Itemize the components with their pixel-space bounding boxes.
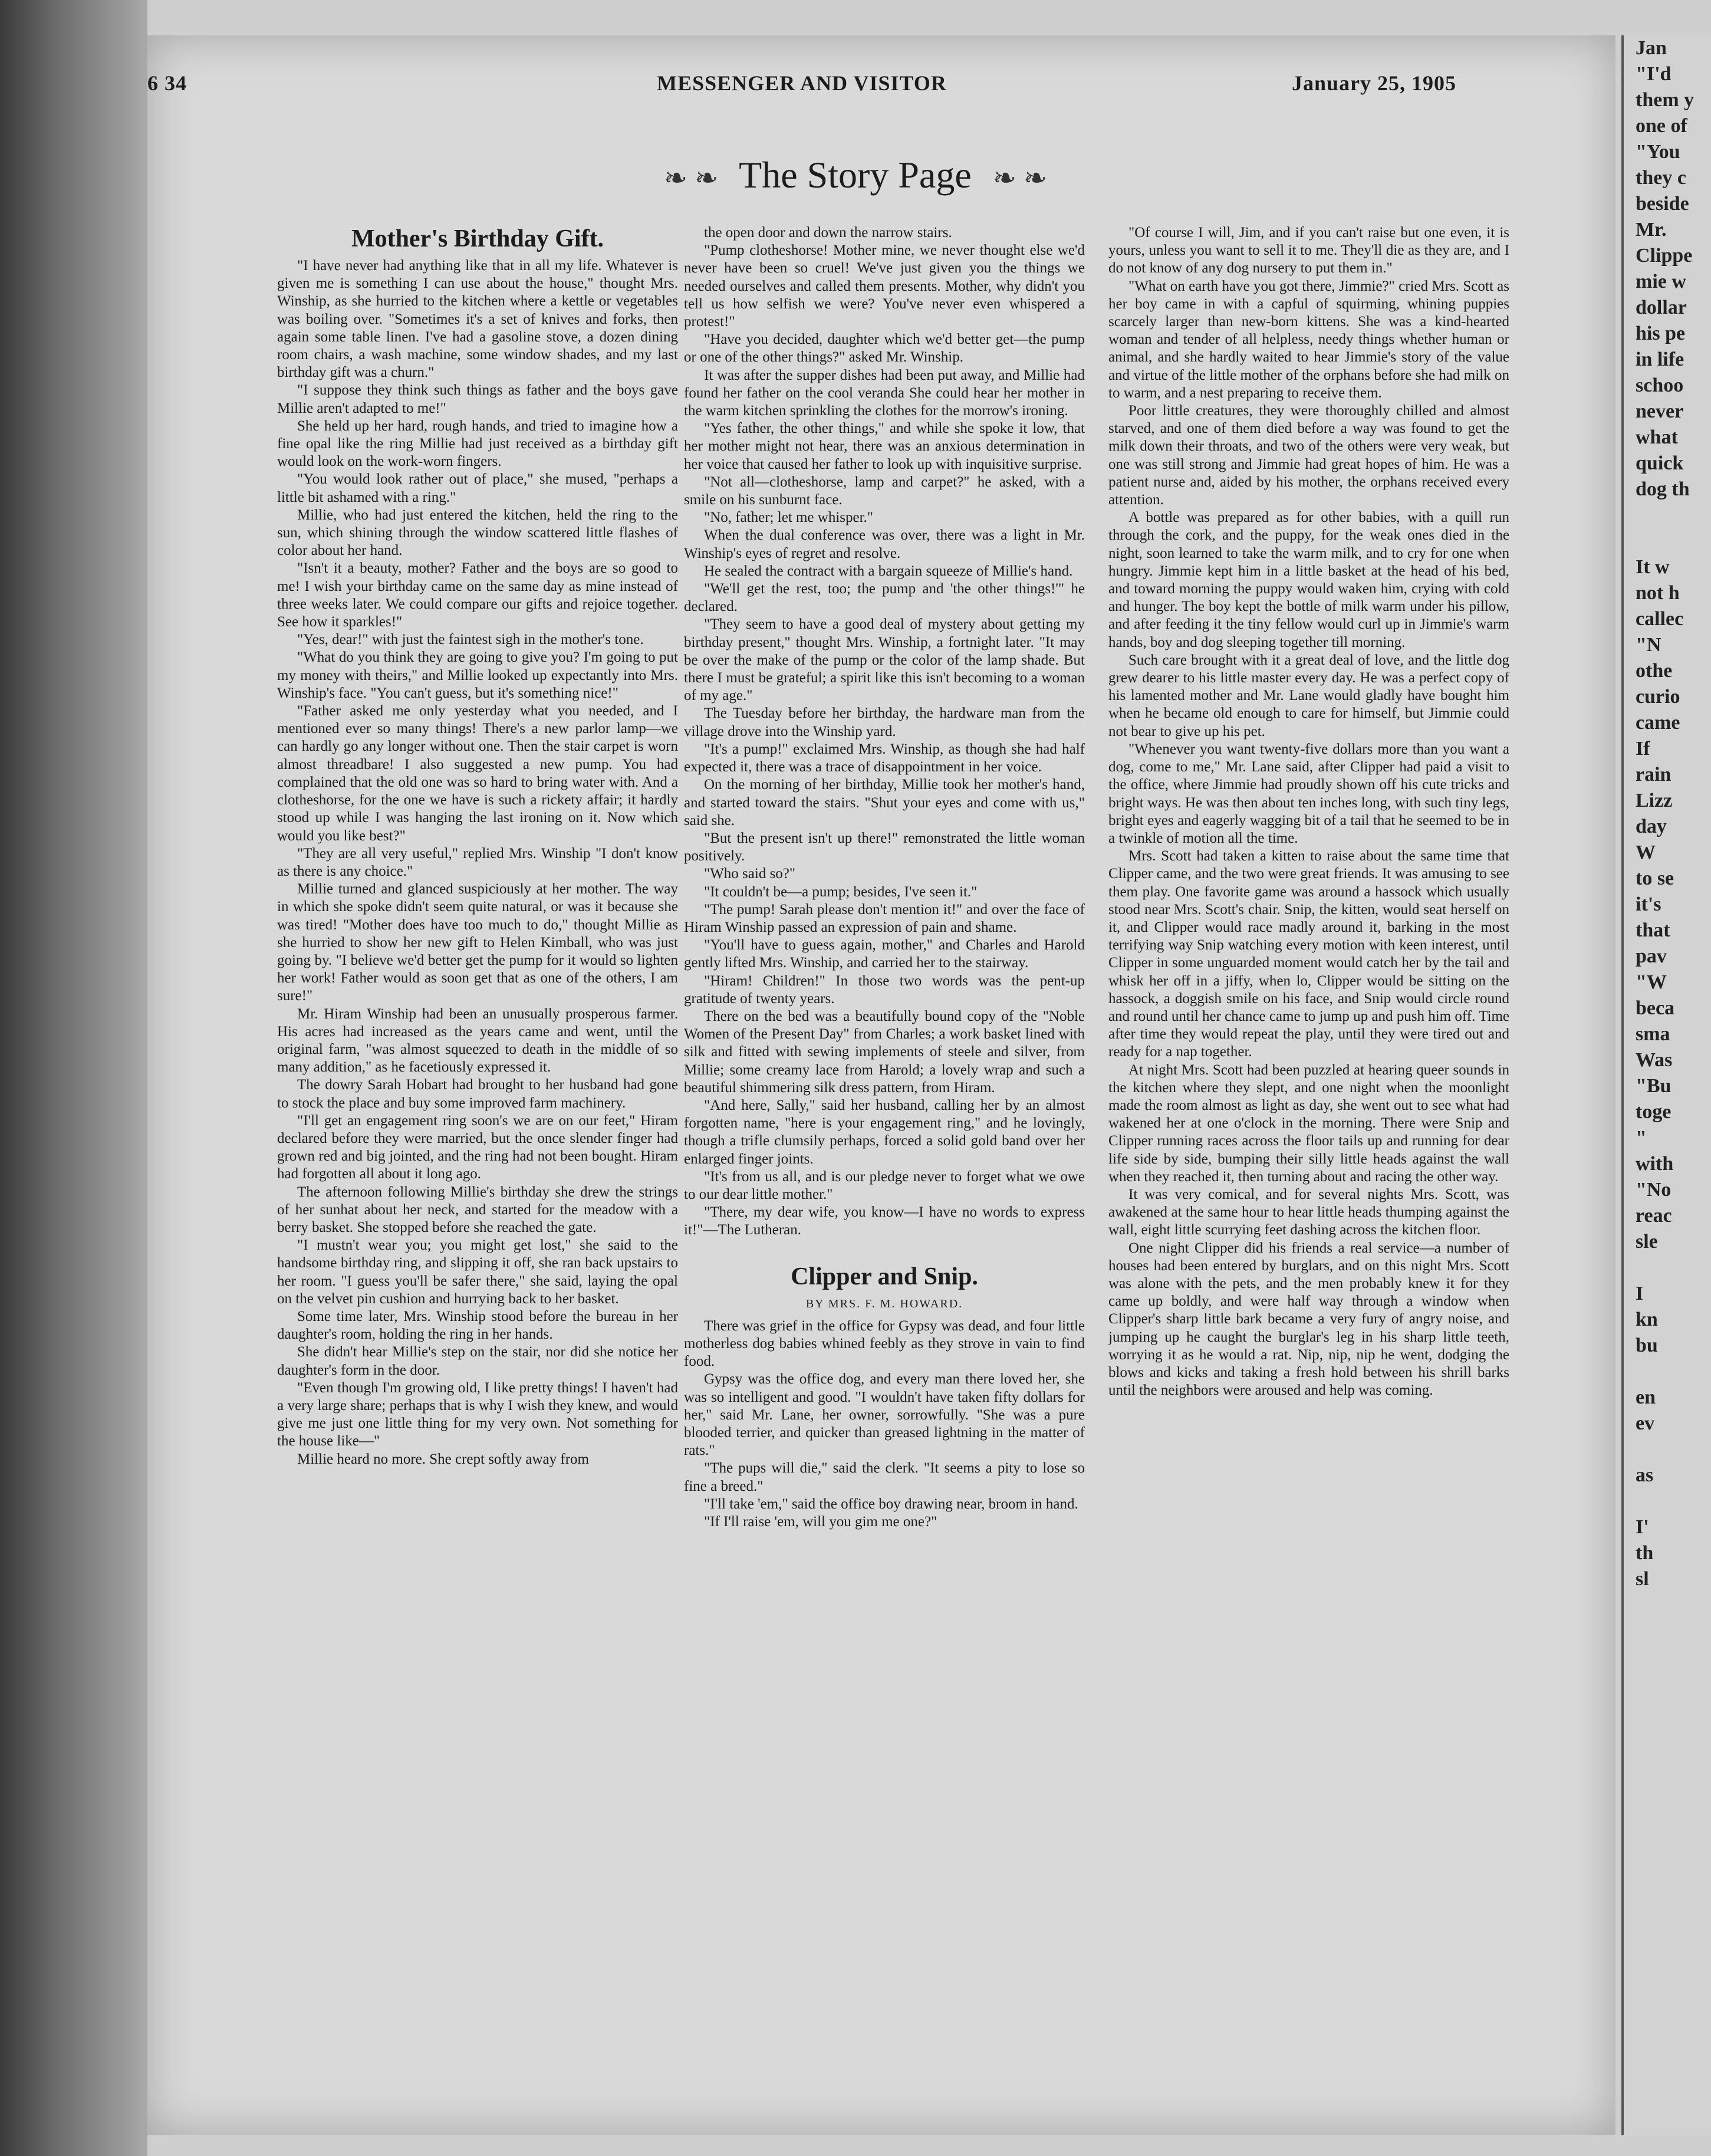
fragment-line: sma xyxy=(1636,1023,1670,1045)
paragraph: Millie turned and glanced suspiciously at her mother. The way in which she spoke didn't seem quite natural, or was it because she was tired! "Mother does have too much to do," thought Millie as she hurried to show her new gift to Helen Kimball, who was just going by. "I believe we'd better get the pump for it would so lighten her work! Father would as soon get that as one of the others, I am sure!" xyxy=(277,881,678,1004)
fragment-line: "Bu xyxy=(1636,1075,1671,1097)
fragment-line: schoo xyxy=(1636,374,1684,396)
fragment-line: mie w xyxy=(1636,271,1686,292)
fragment-line xyxy=(1624,502,1711,528)
paragraph: "The pump! Sarah please don't mention it!" and over the face of Hiram Winship passed an expression of pain and shame. xyxy=(684,901,1085,935)
story-byline: BY MRS. F. M. HOWARD. xyxy=(805,1297,963,1310)
fragment-line: not h xyxy=(1636,582,1680,604)
paragraph: "Isn't it a beauty, mother? Father and the boys are so good to me! I wish your birthday came on the same day as mine instead of three weeks later. We could compare our gifts and rejoice together. See how it sparkles!" xyxy=(277,560,678,630)
fragment-line: in life xyxy=(1636,349,1684,370)
fragment-line: kn xyxy=(1636,1309,1658,1330)
fragment-line: them y xyxy=(1636,89,1694,111)
fragment-line: "No xyxy=(1636,1179,1671,1201)
fragment-line: day xyxy=(1636,816,1667,837)
paragraph: "Hiram! Children!" In those two words was the pent-up gratitude of twenty years. xyxy=(684,972,1085,1007)
paragraph: She held up her hard, rough hands, and tried to imagine how a fine opal like the ring Millie had just received as a birthday gift would look on the work-worn fingers. xyxy=(277,418,678,470)
paragraph: On the morning of her birthday, Millie took her mother's hand, and started toward the stairs. "Shut your eyes and come with us," said she. xyxy=(684,777,1085,829)
paragraph: "No, father; let me whisper." xyxy=(704,510,873,526)
fragment-line: "You xyxy=(1636,141,1680,163)
fragment-line: en xyxy=(1636,1386,1656,1408)
fragment-line: Mr. xyxy=(1636,219,1667,241)
paragraph: It was very comical, and for several nights Mrs. Scott, was awakened at the same hour to hear little heads thumping against the wall, eight little scurrying feet dashing across the kitchen floor. xyxy=(1108,1186,1509,1238)
fragment-line: came xyxy=(1636,712,1680,734)
paragraph: "I mustn't wear you; you might get lost," she said to the handsome birthday ring, and slipping it off, she ran back upstairs to her room. "I guess you'll be safer there," she said, laying the opal on the velvet pin cushion and hurrying back to her basket. xyxy=(277,1237,678,1307)
page-number: 6 34 xyxy=(147,71,187,95)
paragraph: "Have you decided, daughter which we'd better get—the pump or one of the other things?" asked Mr. Winship. xyxy=(684,331,1085,366)
story1-body xyxy=(277,257,678,1468)
fragment-line: one of xyxy=(1636,115,1687,137)
paragraph: Poor little creatures, they were thoroughly chilled and almost starved, and one of them died before a way was found to get the milk down their throats, and two of the others were very weak, but one was still strong and Jimmie had great hopes of him. He was a patient nurse and, aided by his mother, the orphans received every attention. xyxy=(1108,403,1509,508)
fragment-line: reac xyxy=(1636,1205,1672,1227)
paragraph: Such care brought with it a great deal of love, and the little dog grew dearer to his little master every day. He was a perfect copy of his lamented mother and Mr. Lane would gladly have bought him when he became old enough to care for himself, but Jimmie could not bear to give up his pet. xyxy=(1108,652,1509,740)
fragment-line: his pe xyxy=(1636,323,1686,344)
fragment-line: callec xyxy=(1636,608,1684,630)
paragraph: "They seem to have a good deal of mystery about getting my birthday present," thought Mrs. Winship, a fortnight later. "It may be over the make of the pump or the color of the lamp shade. But there I must be grateful; a spirit like this isn't becoming to a woman of my age." xyxy=(684,616,1085,704)
column-1 xyxy=(277,224,678,2064)
paragraph: The dowry Sarah Hobart had brought to her husband had gone to stock the place and buy some improved farm machinery. xyxy=(277,1077,678,1111)
paragraph: "I'll get an engagement ring soon's we are on our feet," Hiram declared before they were married, but the once slender finger had grown red and big jointed, and the ring had not been bought. Hiram had forgotten all about it long ago. xyxy=(277,1112,678,1182)
fragment-line: dollar xyxy=(1636,297,1687,318)
story2-body xyxy=(684,1317,1085,1531)
paragraph: The afternoon following Millie's birthday she drew the strings of her sunhat about her neck, and started for the meadow with a berry basket. She stopped before she reached the gate. xyxy=(277,1184,678,1235)
fragment-line: sl xyxy=(1636,1568,1649,1590)
paragraph: "If I'll raise 'em, will you gim me one?" xyxy=(704,1514,937,1530)
fragment-line: I' xyxy=(1636,1516,1649,1538)
fragment-line: it's xyxy=(1636,893,1661,915)
ornament-right-icon: ❧ ❧ xyxy=(992,163,1048,194)
fragment-line: ev xyxy=(1636,1412,1655,1434)
fragment-line: Was xyxy=(1636,1049,1673,1071)
paragraph: "I suppose they think such things as father and the boys gave Millie aren't adapted to me!" xyxy=(277,382,678,416)
paragraph: "The pups will die," said the clerk. "It seems a pity to lose so fine a breed." xyxy=(684,1460,1085,1494)
binding-shadow xyxy=(0,0,147,2156)
fragment-line: as xyxy=(1636,1464,1654,1486)
fragment-line xyxy=(1624,1255,1711,1281)
fragment-line: "N xyxy=(1636,634,1661,656)
fragment-line xyxy=(1624,1437,1711,1462)
fragment-line xyxy=(1624,1359,1711,1385)
fragment-line: "I'd xyxy=(1636,63,1671,85)
fragment-line: they c xyxy=(1636,167,1686,189)
paragraph: "Even though I'm growing old, I like pretty things! I haven't had a very large share; perhaps that is why I wish they knew, and would give me just one little thing for my very own. Not something for the house like—" xyxy=(277,1379,678,1450)
running-header xyxy=(147,71,1456,106)
fragment-line: I xyxy=(1636,1283,1644,1304)
fragment-line: toge xyxy=(1636,1101,1671,1123)
paragraph: Millie heard no more. She crept softly away from xyxy=(297,1451,589,1467)
fragment-line: Jan xyxy=(1636,37,1667,59)
fragment-line: othe xyxy=(1636,660,1673,682)
paragraph: One night Clipper did his friends a real service—a number of houses had been entered by burglars, and on this night Mrs. Scott was alone with the pets, and the men probably knew it for they came up boldly, and were half way through a window when Clipper's sharp little bark became a very fury of angry noise, and jumping up he caught the burglar's leg in his sharp little teeth, worrying it as he would a rat. Nip, nip, nip he went, dodging the blows and kicks and taking a fresh hold between his shrill barks until the neighbors were aroused and help was coming. xyxy=(1108,1240,1509,1399)
story2-continued-body xyxy=(1108,224,1509,1399)
paragraph: Millie, who had just entered the kitchen, held the ring to the sun, which shining through the window scattered little flashes of color about her hand. xyxy=(277,507,678,559)
fragment-line: rain xyxy=(1636,764,1671,786)
paragraph: "You would look rather out of place," she mused, "perhaps a little bit ashamed with a ring." xyxy=(277,471,678,505)
paragraph: Mrs. Scott had taken a kitten to raise about the same time that Clipper came, and the two were great friends. It was amusing to see them play. One favorite game was around a hassock which usually stood near Mrs. Scott's chair. Snip, the kitten, would seat herself on it, and Clipper would race madly around it, barking in the most terrifying way Snip watching every motion with keen interest, until Clipper in some unguarded moment would catch her by the tail and whisk her off in a jiffy, when lo, Clipper would be sitting on the hassock, a doggish smile on his face, and Snip would circle round and round until her chance came to jump up and push him off. Time after time they would repeat the play, until they were tired out and ready for a nap together. xyxy=(1108,848,1509,1060)
paragraph: "I have never had anything like that in all my life. Whatever is given me is something I can use about the house," thought Mrs. Winship, as she hurried to the kitchen where a kettle or vegetables was boiling over. "Sometimes it's a set of knives and forks, then again some table linen. I've had a gasoline stove, a dozen dining room chairs, a wash machine, some window shades, and my last birthday gift was a churn." xyxy=(277,258,678,381)
paragraph: At night Mrs. Scott had been puzzled at hearing queer sounds in the kitchen where they slept, and one night when the moonlight made the room almost as light as day, she went out to see what had wakened her at one o'clock in the morning. There were Snip and Clipper running races across the floor tails up and running for dear life side by side, bumping their silly little heads against the wall when they reached it, then turning about and racing the other way. xyxy=(1108,1061,1509,1185)
paragraph: Gypsy was the office dog, and every man there loved her, she was so intelligent and good. "I wouldn't have taken fifty dollars for her," said Mr. Lane, her owner, sorrowfully. "She was a pure blooded terrier, and quicker than greased lightning in the matter of rats." xyxy=(684,1371,1085,1459)
paragraph: "Yes, dear!" with just the faintest sigh in the mother's tone. xyxy=(297,632,644,648)
fragment-line: what xyxy=(1636,426,1678,448)
paragraph: "We'll get the rest, too; the pump and 'the other things!'" he declared. xyxy=(684,581,1085,615)
paragraph: There on the bed was a beautifully bound copy of the "Noble Women of the Present Day" from Charles; a work basket lined with silk and fitted with sewing implements of steele and silver, from Millie; some creamy lace from Harold; a lovely wrap and such a beautiful shimmering silk dress pattern, from Hiram. xyxy=(684,1008,1085,1096)
paragraph: There was grief in the office for Gypsy was dead, and four little motherless dog babies whined feebly as they strove in vain to find food. xyxy=(684,1317,1085,1370)
story-title-clipper-and-snip: Clipper and Snip. xyxy=(791,1263,978,1290)
fragment-line: If xyxy=(1636,738,1650,760)
fragment-line: sle xyxy=(1636,1231,1658,1253)
paragraph: "They are all very useful," replied Mrs. Winship "I don't know as there is any choice." xyxy=(277,845,678,879)
paragraph: "It couldn't be—a pump; besides, I've seen it." xyxy=(704,883,978,900)
fragment-line: beside xyxy=(1636,193,1689,215)
paragraph: "And here, Sally," said her husband, calling her by an almost forgotten name, "here is your engagement ring," and he lovingly, though a trifle clumsily perhaps, forced a solid gold band over her enlarged finger joints. xyxy=(684,1097,1085,1167)
fragment-line: It w xyxy=(1636,556,1670,578)
paragraph: the open door and down the narrow stairs. xyxy=(704,225,952,241)
fragment-line: with xyxy=(1636,1153,1674,1175)
fragment-line: to se xyxy=(1636,867,1674,889)
paragraph: "Whenever you want twenty-five dollars more than you want a dog, come to me," Mr. Lane said, after Clipper had paid a visit to the office, where Jimmie had proudly shown off his cute tricks and bright ways. He was then about ten inches long, with such tiny legs, bright eyes and eagerly wagging bit of a tail that he seemed to be in a twinkle of motion all the time. xyxy=(1108,741,1509,846)
section-title-text: The Story Page xyxy=(739,154,972,196)
fragment-line: dog th xyxy=(1636,478,1690,500)
story1-continued-body xyxy=(684,224,1085,1240)
fragment-line: Clippe xyxy=(1636,245,1693,267)
paragraph: "Who said so?" xyxy=(704,866,796,882)
paragraph: "Father asked me only yesterday what you needed, and I mentioned ever so many things! There's a new parlor lamp—we can hardly go any longer without one. Then the stair carpet is worn almost threadbare! I also suggested a new pump. You had complained that the old one was so hard to bring water with. And a clotheshorse, for the one we have is such a rickety affair; it hardly stood up while I was hanging the last ironing on it. Now which would you like best?" xyxy=(277,703,678,844)
paragraph: "It's from us all, and is our pledge never to forget what we owe to our dear little mother." xyxy=(684,1168,1085,1202)
paragraph: Some time later, Mrs. Winship stood before the bureau in her daughter's room, holding the ring in her hands. xyxy=(277,1308,678,1343)
ornament-left-icon: ❧ ❧ xyxy=(663,163,719,194)
paragraph: "But the present isn't up there!" remonstrated the little woman positively. xyxy=(684,830,1085,865)
fragment-line: pav xyxy=(1636,945,1667,967)
newspaper-name: MESSENGER AND VISITOR xyxy=(657,71,947,95)
paragraph: The Tuesday before her birthday, the hardware man from the village drove into the Winship yard. xyxy=(684,705,1085,740)
paragraph: "I'll take 'em," said the office boy drawing near, broom in hand. xyxy=(704,1496,1078,1512)
paragraph: "What do you think they are going to give you? I'm going to put my money with theirs," and Millie looked up expectantly into Mrs. Winship's face. "You can't guess, but it's something nice!" xyxy=(277,649,678,701)
fragment-line: "W xyxy=(1636,971,1667,993)
fragment-line: beca xyxy=(1636,997,1675,1019)
fragment-line: " xyxy=(1636,1127,1647,1149)
adjacent-page-fragment xyxy=(1621,35,1711,2135)
fragment-line: Lizz xyxy=(1636,790,1673,811)
column-3 xyxy=(1108,224,1509,2064)
paragraph: "What on earth have you got there, Jimmie?" cried Mrs. Scott as her boy came in with a capful of squirming, whining puppies scarcely larger than new-born kittens. She was a kind-hearted woman and tender of all helpless, needy things whether human or animal, and she hardly waited to hear Jimmie's story of the value and virtue of the little mother of the orphans before she had milk on to warm, and a nest preparing to receive them. xyxy=(1108,278,1509,401)
fragment-line: quick xyxy=(1636,452,1684,474)
paragraph: "There, my dear wife, you know—I have no words to express it!"—The Lutheran. xyxy=(684,1204,1085,1238)
section-title xyxy=(0,153,1711,197)
story-title-mothers-birthday-gift: Mother's Birthday Gift. xyxy=(351,225,604,252)
paragraph: When the dual conference was over, there was a light in Mr. Winship's eyes of regret and resolve. xyxy=(684,527,1085,561)
paragraph: She didn't hear Millie's step on the stair, nor did she notice her daughter's form in the door. xyxy=(277,1344,678,1378)
fragment-line: bu xyxy=(1636,1335,1658,1356)
fragment-line xyxy=(1624,1488,1711,1514)
paragraph: "Yes father, the other things," and while she spoke it low, that her mother might not hear, there was an anxious determination in her voice that caused her father to look up with inquisitive surprise. xyxy=(684,420,1085,472)
paragraph: Mr. Hiram Winship had been an unusually prosperous farmer. His acres had increased as the years came and went, until the original farm, "was almost squeezed to death in the middle of so many addition," as he facetiously expressed it. xyxy=(277,1005,678,1076)
paragraph: He sealed the contract with a bargain squeeze of Millie's hand. xyxy=(704,563,1073,579)
paragraph: "Not all—clotheshorse, lamp and carpet?" he asked, with a smile on his sunburnt face. xyxy=(684,474,1085,508)
paragraph: "Pump clotheshorse! Mother mine, we never thought else we'd never have been so cruel! We've just given you the things we needed ourselves and called them presents. Mother, why didn't you tell us how selfish we were? You've never even whispered a protest!" xyxy=(684,242,1085,330)
fragment-line: curio xyxy=(1636,686,1680,708)
fragment-line: th xyxy=(1636,1542,1654,1564)
issue-date: January 25, 1905 xyxy=(1291,71,1456,95)
fragment-line xyxy=(1624,528,1711,554)
paragraph: It was after the supper dishes had been put away, and Millie had found her father on the cool veranda She could hear her mother in the warm kitchen sprinkling the clothes for the morrow's ironing. xyxy=(684,367,1085,419)
paragraph: "Of course I will, Jim, and if you can't raise but one even, it is yours, unless you want to sell it to me. They'll die as they are, and I do not know of any dog nursery to put them in." xyxy=(1108,225,1509,277)
column-2 xyxy=(684,224,1085,2064)
paragraph: "It's a pump!" exclaimed Mrs. Winship, as though she had half expected it, there was a trace of disappointment in her voice. xyxy=(684,741,1085,775)
fragment-line: never xyxy=(1636,400,1684,422)
fragment-line: that xyxy=(1636,919,1670,941)
paragraph: A bottle was prepared as for other babies, with a quill run through the cork, and the puppy, for the weak ones died in the night, soon learned to take the warm milk, and to cry for one when hungry. Jimmie kept him in a little basket at the head of his bed, and toward morning the puppy would waken him, crying with cold and hunger. The boy kept the bottle of milk warm under his pillow, and after feeding it the tiny fellow would curl up in Jimmie's warm hands, boy and dog sleeping together till morning. xyxy=(1108,510,1509,650)
paragraph: "You'll have to guess again, mother," and Charles and Harold gently lifted Mrs. Winship, and carried her to the stairway. xyxy=(684,937,1085,971)
fragment-line: W xyxy=(1636,842,1656,863)
